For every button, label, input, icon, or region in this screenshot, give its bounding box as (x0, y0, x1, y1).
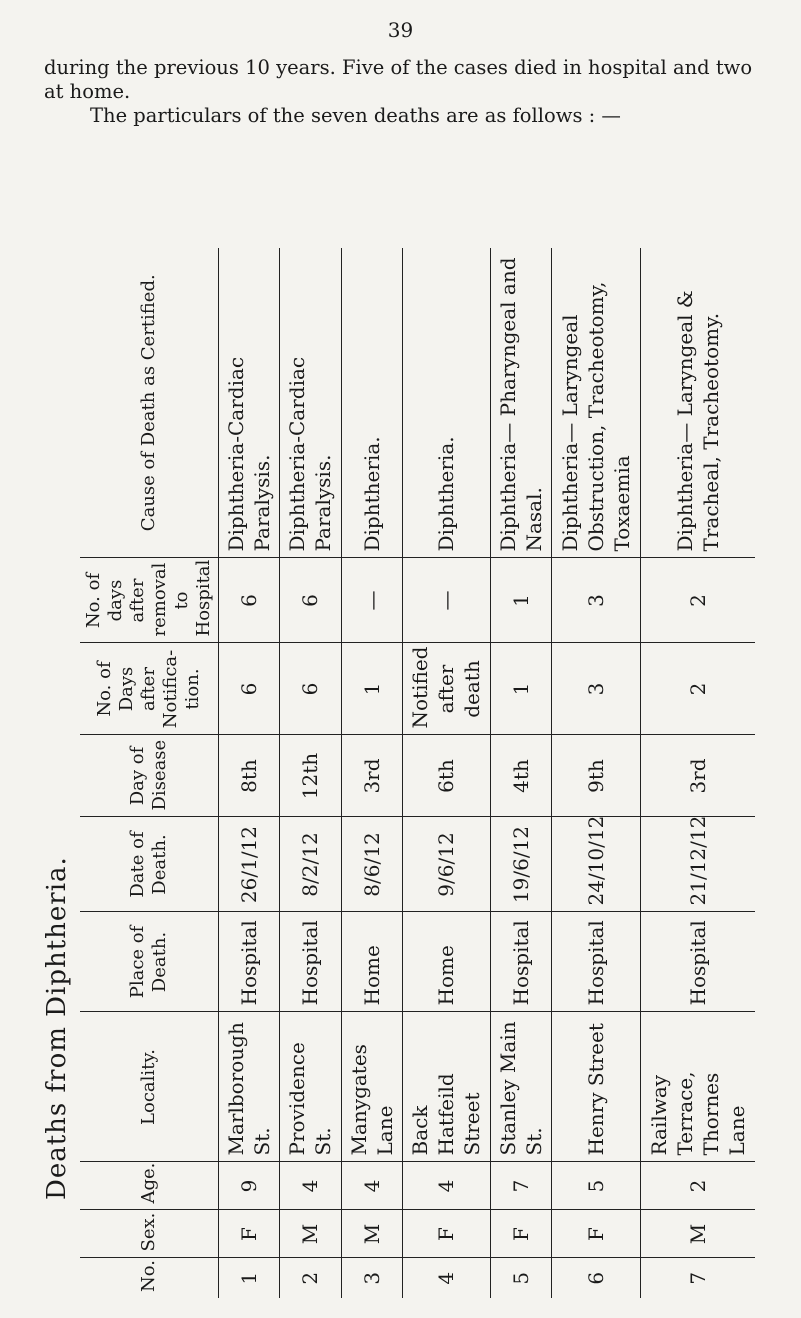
cell-age: 9 (219, 1162, 280, 1210)
cell-age: 4 (341, 1162, 402, 1210)
cell-sex: M (640, 1210, 755, 1258)
cell-day: 3rd (640, 735, 755, 817)
cell-locality: Back Hatfeild Street (402, 1012, 490, 1162)
cell-date: 9/6/12 (402, 817, 490, 912)
table-row (280, 248, 341, 1298)
cell-day: 3rd (341, 735, 402, 817)
cell-date: 8/6/12 (341, 817, 402, 912)
cell-sex: M (280, 1210, 341, 1258)
cell-days-notification: 1 (341, 643, 402, 735)
cell-age: 4 (402, 1162, 490, 1210)
header-days-after-removal: No. of days after removal to Hospital (80, 558, 219, 643)
cell-place: Hospital (280, 912, 341, 1012)
cell-date: 19/6/12 (491, 817, 552, 912)
intro-line-1: during the previous 10 years. Five of the cases died in hospital and two at home. (44, 56, 753, 103)
cell-locality: Manygates Lane (341, 1012, 402, 1162)
running-head: Deaths from Diphtheria. (42, 856, 72, 1200)
deaths-table-rotated (80, 248, 755, 1298)
cell-date: 8/2/12 (280, 817, 341, 912)
cell-locality: Stanley Main St. (491, 1012, 552, 1162)
cell-days-removal: 3 (552, 558, 640, 643)
cell-date: 21/12/12 (640, 817, 755, 912)
cell-locality: Henry Street (552, 1012, 640, 1162)
cell-no: 4 (402, 1258, 490, 1298)
cell-days-removal: 6 (219, 558, 280, 643)
cell-sex: F (402, 1210, 490, 1258)
cell-no: 5 (491, 1258, 552, 1298)
table-header-row (80, 248, 219, 1298)
cell-age: 7 (491, 1162, 552, 1210)
intro-line-2: The particulars of the seven deaths are as follows : — (90, 104, 621, 127)
cell-locality: Marlborough St. (219, 1012, 280, 1162)
cell-days-notification: 1 (491, 643, 552, 735)
cell-sex: F (491, 1210, 552, 1258)
cell-no: 3 (341, 1258, 402, 1298)
table-row (341, 248, 402, 1298)
cell-cause: Diphtheria. (341, 248, 402, 558)
cell-no: 1 (219, 1258, 280, 1298)
header-days-after-notification: No. of Days after Notifica-tion. (80, 643, 219, 735)
cell-place: Hospital (219, 912, 280, 1012)
deaths-table (80, 248, 755, 1298)
cell-sex: F (552, 1210, 640, 1258)
cell-cause: Diphtheria-Cardiac Paralysis. (219, 248, 280, 558)
cell-days-notification: Notified after death (402, 643, 490, 735)
cell-sex: M (341, 1210, 402, 1258)
header-locality: Locality. (80, 1012, 219, 1162)
table-row (491, 248, 552, 1298)
cell-place: Home (341, 912, 402, 1012)
cell-day: 8th (219, 735, 280, 817)
cell-days-removal: — (402, 558, 490, 643)
table-row (402, 248, 490, 1298)
header-no: No. (80, 1258, 219, 1298)
cell-days-removal: 6 (280, 558, 341, 643)
cell-day: 9th (552, 735, 640, 817)
cell-place: Hospital (640, 912, 755, 1012)
cell-no: 7 (640, 1258, 755, 1298)
header-age: Age. (80, 1162, 219, 1210)
cell-date: 24/10/12 (552, 817, 640, 912)
page-number: 39 (387, 18, 414, 42)
cell-place: Home (402, 912, 490, 1012)
cell-place: Hospital (552, 912, 640, 1012)
cell-days-removal: — (341, 558, 402, 643)
cell-date: 26/1/12 (219, 817, 280, 912)
cell-no: 2 (280, 1258, 341, 1298)
cell-days-notification: 6 (280, 643, 341, 735)
cell-age: 2 (640, 1162, 755, 1210)
cell-cause: Diphtheria— Laryngeal Obstruction, Tracheotomy, Toxaemia (552, 248, 640, 558)
cell-cause: Diphtheria-Cardiac Paralysis. (280, 248, 341, 558)
cell-cause: Diphtheria— Pharyngeal and Nasal. (491, 248, 552, 558)
header-cause-of-death: Cause of Death as Certified. (80, 248, 219, 558)
cell-cause: Diphtheria. (402, 248, 490, 558)
table-row (552, 248, 640, 1298)
cell-cause: Diphtheria— Laryngeal & Tracheal, Tracheotomy. (672, 290, 723, 552)
cell-sex: F (219, 1210, 280, 1258)
intro-text (44, 56, 764, 128)
header-place-of-death: Place of Death. (80, 912, 219, 1012)
cell-age: 5 (552, 1162, 640, 1210)
cell-day: 12th (280, 735, 341, 817)
header-date-of-death: Date of Death. (80, 817, 219, 912)
cell-day: 4th (491, 735, 552, 817)
header-day-of-disease: Day of Disease (80, 735, 219, 817)
cell-days-notification: 2 (640, 643, 755, 735)
cell-place: Hospital (491, 912, 552, 1012)
cell-locality: Railway Terrace, Thornes Lane (640, 1012, 755, 1162)
cell-days-removal: 1 (491, 558, 552, 643)
cell-age: 4 (280, 1162, 341, 1210)
cell-days-notification: 3 (552, 643, 640, 735)
table-row (640, 248, 755, 1298)
header-sex: Sex. (80, 1210, 219, 1258)
cell-locality: Providence St. (280, 1012, 341, 1162)
cell-days-notification: 6 (219, 643, 280, 735)
cell-day: 6th (402, 735, 490, 817)
cell-no: 6 (552, 1258, 640, 1298)
cell-days-removal: 2 (640, 558, 755, 643)
table-row (219, 248, 280, 1298)
